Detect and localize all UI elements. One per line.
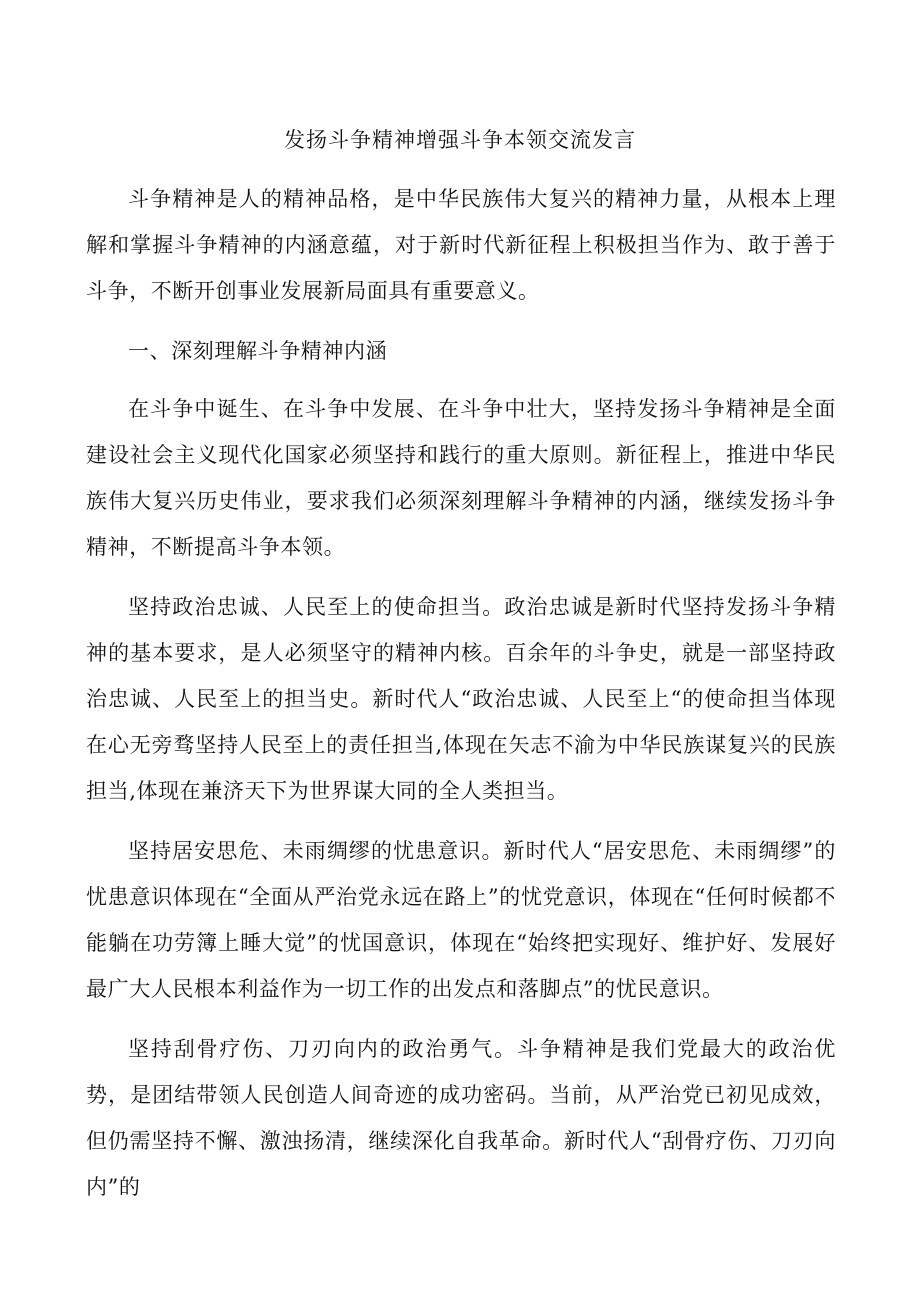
document-title: 发扬斗争精神增强斗争本领交流发言 — [284, 128, 636, 152]
body-paragraph: 在斗争中诞生、在斗争中发展、在斗争中壮大，坚持发扬斗争精神是全面建设社会主义现代化国家必须坚持和践行的重大原则。新征程上，推进中华民族伟大复兴历史伟业，要求我们必须深刻理解斗争精神的内涵，继续发扬斗争精神，不断提高斗争本领。 — [86, 397, 836, 559]
body-paragraph: 坚持刮骨疗伤、刀刃向内的政治勇气。斗争精神是我们党最大的政治优势，是团结带领人民创造人间奇迹的成功密码。当前，从严治党已初见成效，但仍需坚持不懈、激浊扬清，继续深化自我革命。新时代人“刮骨疗伤、刀刃向内”的 — [86, 1037, 836, 1199]
intro-paragraph: 斗争精神是人的精神品格，是中华民族伟大复兴的精神力量，从根本上理解和掌握斗争精神的内涵意蕴，对于新时代新征程上积极担当作为、敢于善于斗争，不断开创事业发展新局面具有重要意义。 — [86, 187, 836, 303]
body-paragraph: 坚持政治忠诚、人民至上的使命担当。政治忠诚是新时代坚持发扬斗争精神的基本要求，是人必须坚守的精神内核。百余年的斗争史，就是一部坚持政治忠诚、人民至上的担当史。新时代人“政治忠诚、人民至上“的使命担当体现在心无旁骛坚持人民至上的责任担当,体现在矢志不渝为中华民族谋复兴的民族担当,体现在兼济天下为世界谋大同的全人类担当。 — [86, 595, 836, 803]
body-paragraph: 坚持居安思危、未雨绸缪的忧患意识。新时代人“居安思危、未雨绸缪”的忧患意识体现在“全面从严治党永远在路上”的忧党意识，体现在“任何时候都不能躺在功劳簿上睡大觉”的忧国意识，体现在“始终把实现好、维护好、发展好最广大人民根本利益作为一切工作的出发点和落脚点”的忧民意识。 — [86, 839, 836, 1001]
section-heading: 一、深刻理解斗争精神内涵 — [128, 339, 388, 363]
document-body — [86, 176, 836, 1224]
